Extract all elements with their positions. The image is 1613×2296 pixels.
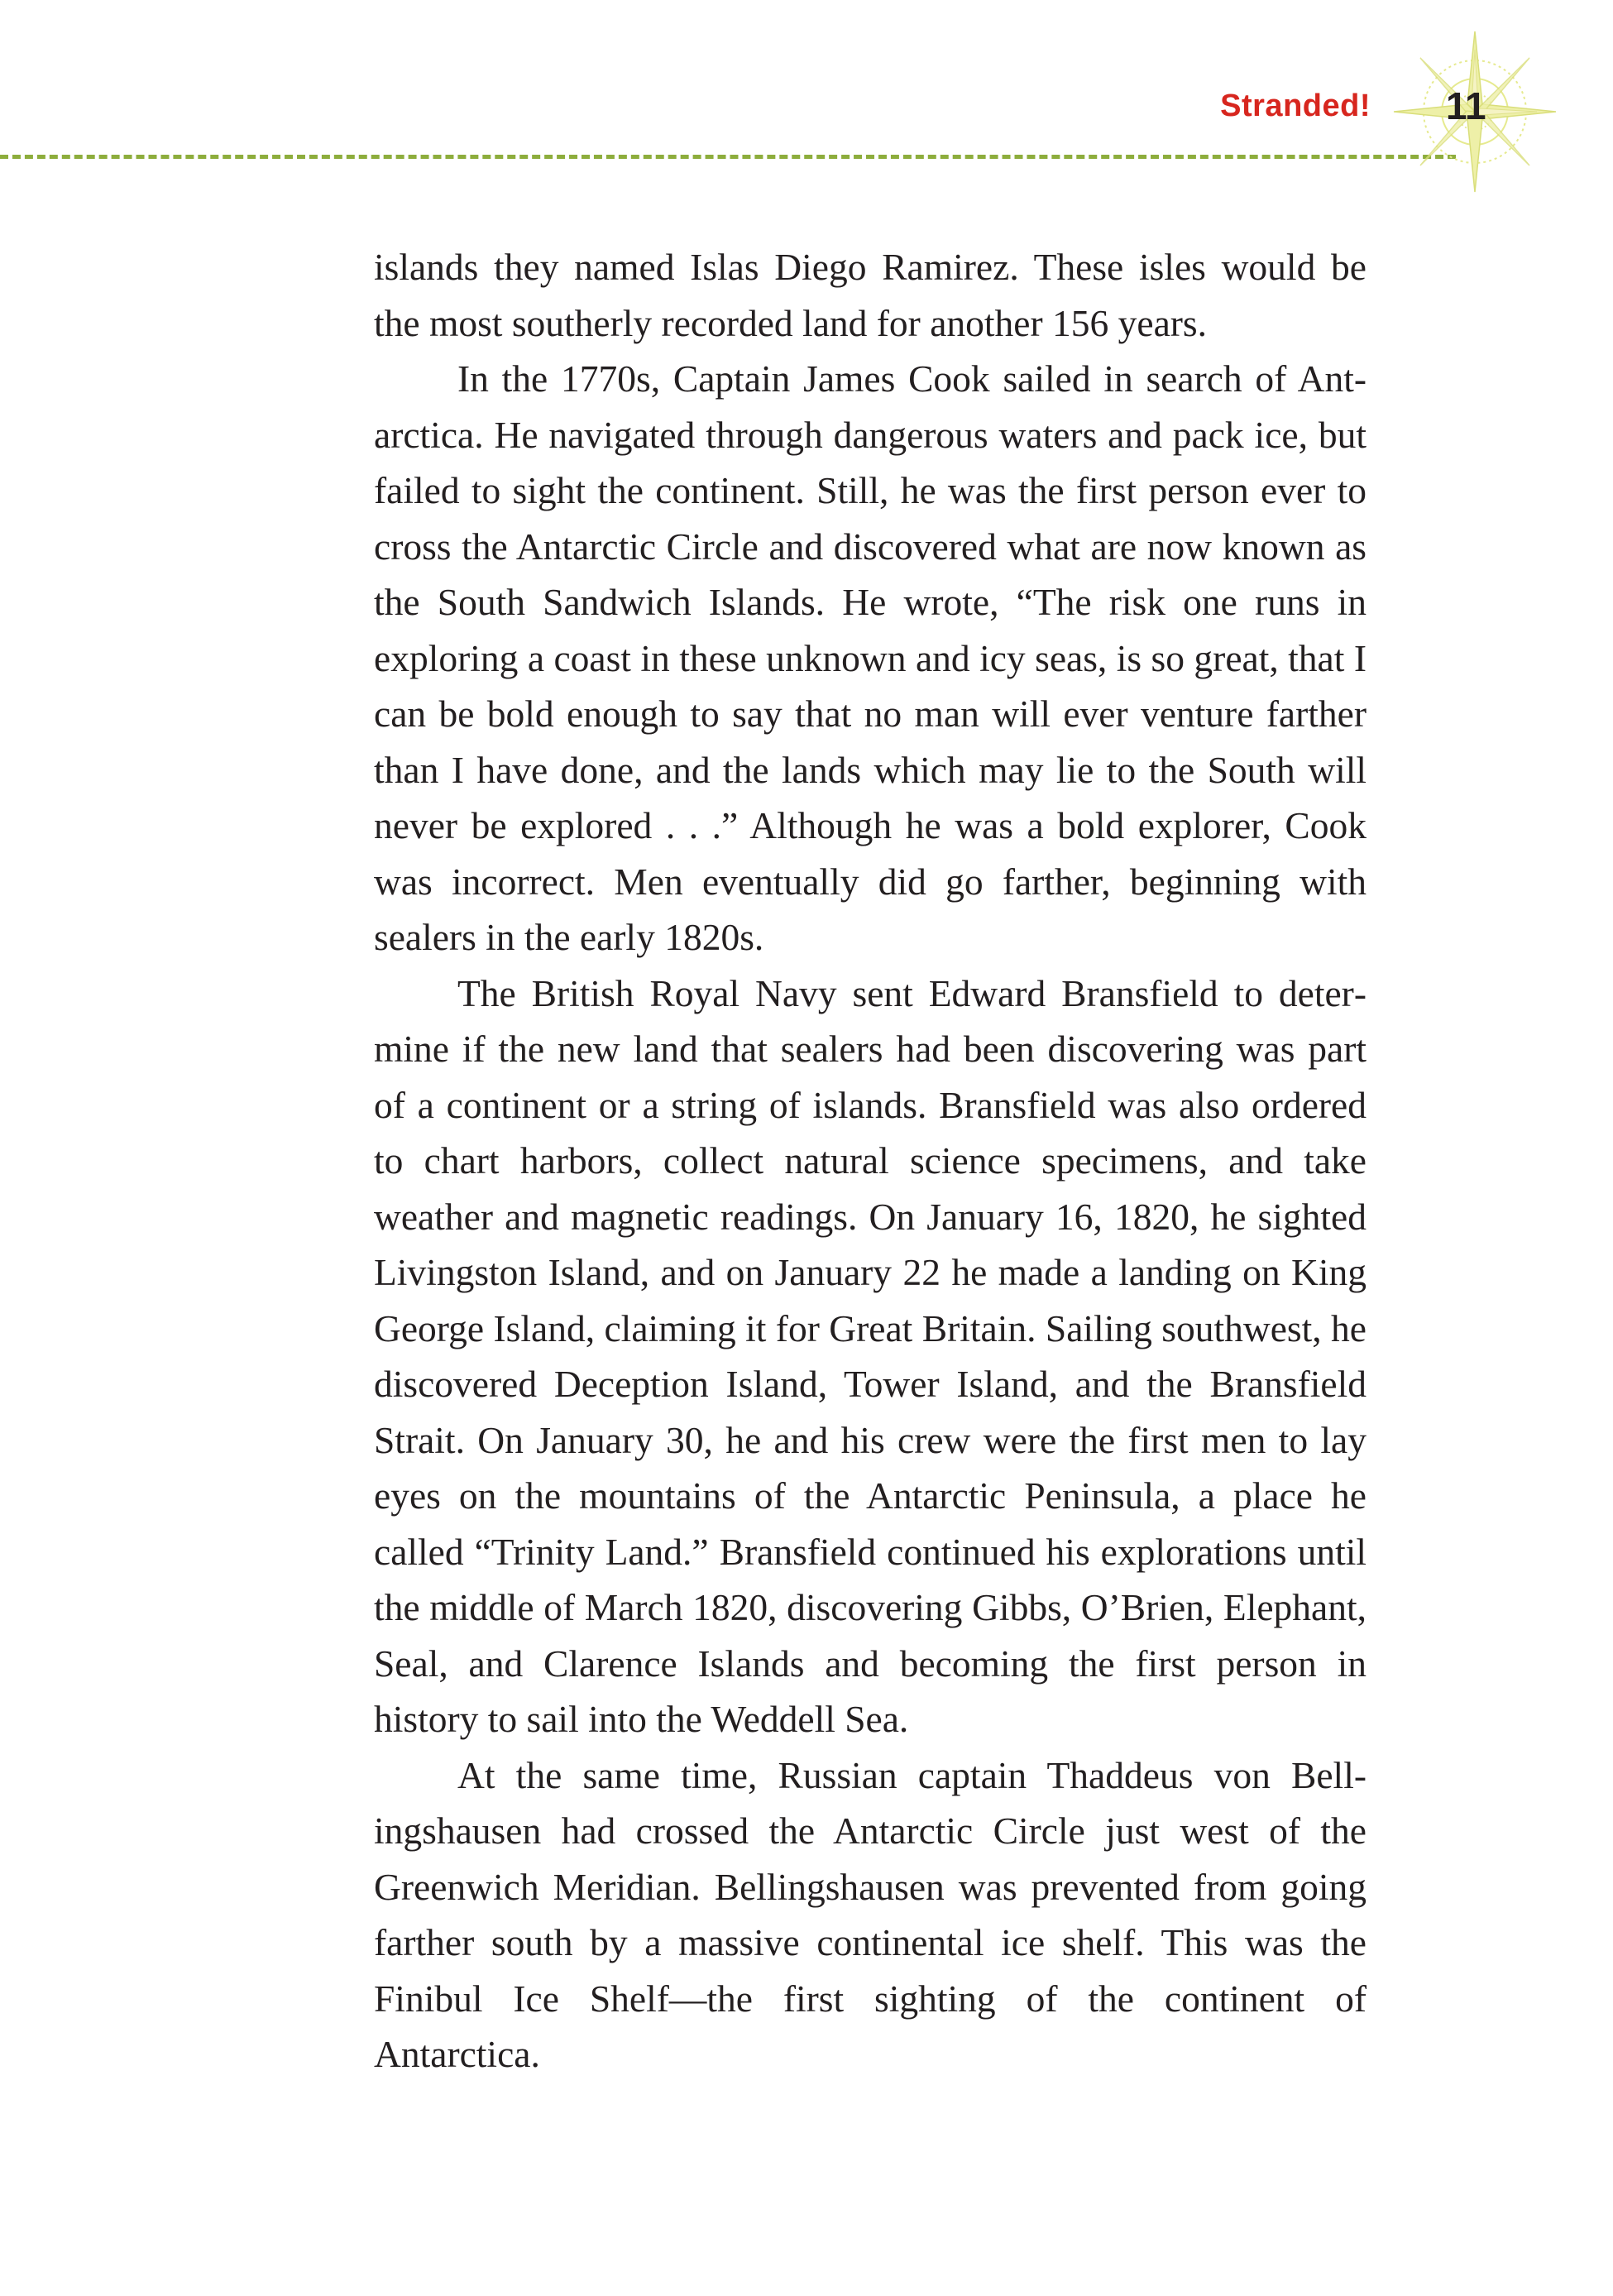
paragraph-continued: islands they named Islas Diego Ramirez. These isles would be the most southerly recorded land for another 156 years. — [374, 246, 1367, 344]
paragraph-bransfield: The British Royal Navy sent Edward Bransfield to determine if the new land that sealers had been discovering was part of a continent or a string of islands. Bransfield was also ordered to chart harbors, collect natural science specimens, and take weather and magnetic readings. On January 16, 1820, he sighted Livingston Island, and on January 22 he made a landing on King George Island, claiming it for Great Britain. Sailing southwest, he discovered Deception Island, Tower Island, and the Bransfield Strait. On January 30, he and his crew were the first men to lay eyes on the mountains of the Antarctic Peninsula, a place he called “Trinity Land.” Bransfield continued his explorations until the middle of March 1820, discovering Gibbs, O’Brien, Elephant, Seal, and Clarence Islands and becoming the first person in history to sail into the Weddell Sea. — [374, 971, 1367, 1740]
paragraph-cook: In the 1770s, Captain James Cook sailed in search of Antarctica. He navigated through dangerous waters and pack ice, but failed to sight the continent. Still, he was the first person ever to cross the Antarctic Circle and discovered what are now known as the South Sandwich Islands. He wrote, “The risk one runs in exploring a coast in these unknown and icy seas, is so great, that I can be bold enough to say that no man will ever venture farther than I have done, and the lands which may lie to the South will never be explored . . .” Although he was a bold explorer, Cook was incorrect. Men eventually did go farther, beginning with sealers in the early 1820s. — [374, 357, 1367, 958]
header-dashed-rule — [0, 155, 1456, 159]
page-header — [0, 0, 1613, 190]
running-head: Stranded! — [1220, 89, 1371, 123]
page-number: 11 — [1446, 84, 1486, 127]
paragraph-bellingshausen: At the same time, Russian captain Thaddeus von Bellingshausen had crossed the Antarctic Circle just west of the Greenwich Meridian. Bellingshausen was prevented from going farther south by a massive continental ice shelf. This was the Finibul Ice Shelf—the first sighting of the continent of Antarctica. — [374, 1753, 1367, 2075]
body-text — [374, 239, 1367, 2083]
